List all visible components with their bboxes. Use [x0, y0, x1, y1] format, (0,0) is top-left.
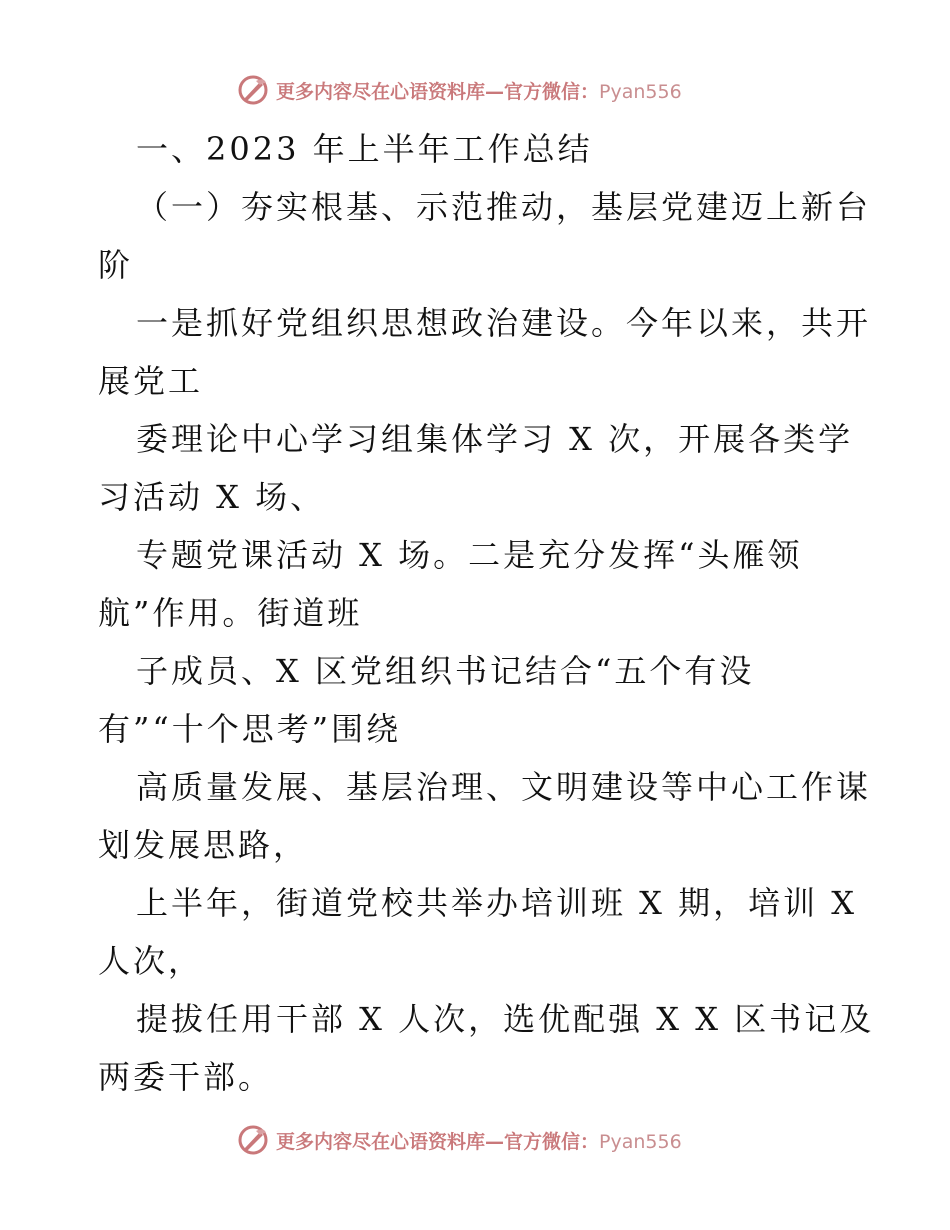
text-line: 展党工: [98, 362, 204, 400]
text-line: 人次，: [98, 942, 204, 980]
text-line: 习活动 X 场、: [98, 478, 326, 516]
text-line: 提拔任用干部 X 人次，选优配强 X X 区书记及: [136, 1000, 875, 1038]
text-line: 上半年，街道党校共举办培训班 X 期，培训 X: [136, 884, 858, 922]
text-line: 子成员、X 区党组织书记结合“五个有没: [136, 652, 755, 690]
text-line: 航”作用。街道班: [98, 594, 363, 632]
text-line: 委理论中心学习组集体学习 X 次，开展各类学: [136, 420, 854, 458]
text-line: 阶: [98, 246, 134, 284]
subsection-heading: （一）夯实根基、示范推动，基层党建迈上新台: [136, 188, 872, 226]
text-line: 两委干部。: [98, 1058, 274, 1096]
text-line: 专题党课活动 X 场。二是充分发挥“头雁领: [136, 536, 803, 574]
feather-pen-logo-icon: [236, 1123, 270, 1157]
watermark-text: 更多内容尽在心语资料库—官方微信：Pyan556: [276, 1130, 682, 1153]
feather-pen-logo-icon: [236, 73, 270, 107]
document-body: [98, 120, 875, 1106]
text-line: 一是抓好党组织思想政治建设。今年以来，共开: [136, 304, 872, 342]
header-watermark-banner: [236, 72, 682, 108]
text-line: 有”“十个思考”围绕: [98, 710, 402, 748]
wechat-id: Pyan556: [599, 1130, 682, 1153]
footer-watermark-banner: [236, 1122, 682, 1158]
watermark-text: 更多内容尽在心语资料库—官方微信：Pyan556: [276, 80, 682, 103]
wechat-id: Pyan556: [599, 80, 682, 103]
text-line: 高质量发展、基层治理、文明建设等中心工作谋: [136, 768, 872, 806]
section-heading: 一、2023 年上半年工作总结: [136, 130, 593, 168]
text-line: 划发展思路，: [98, 826, 309, 864]
